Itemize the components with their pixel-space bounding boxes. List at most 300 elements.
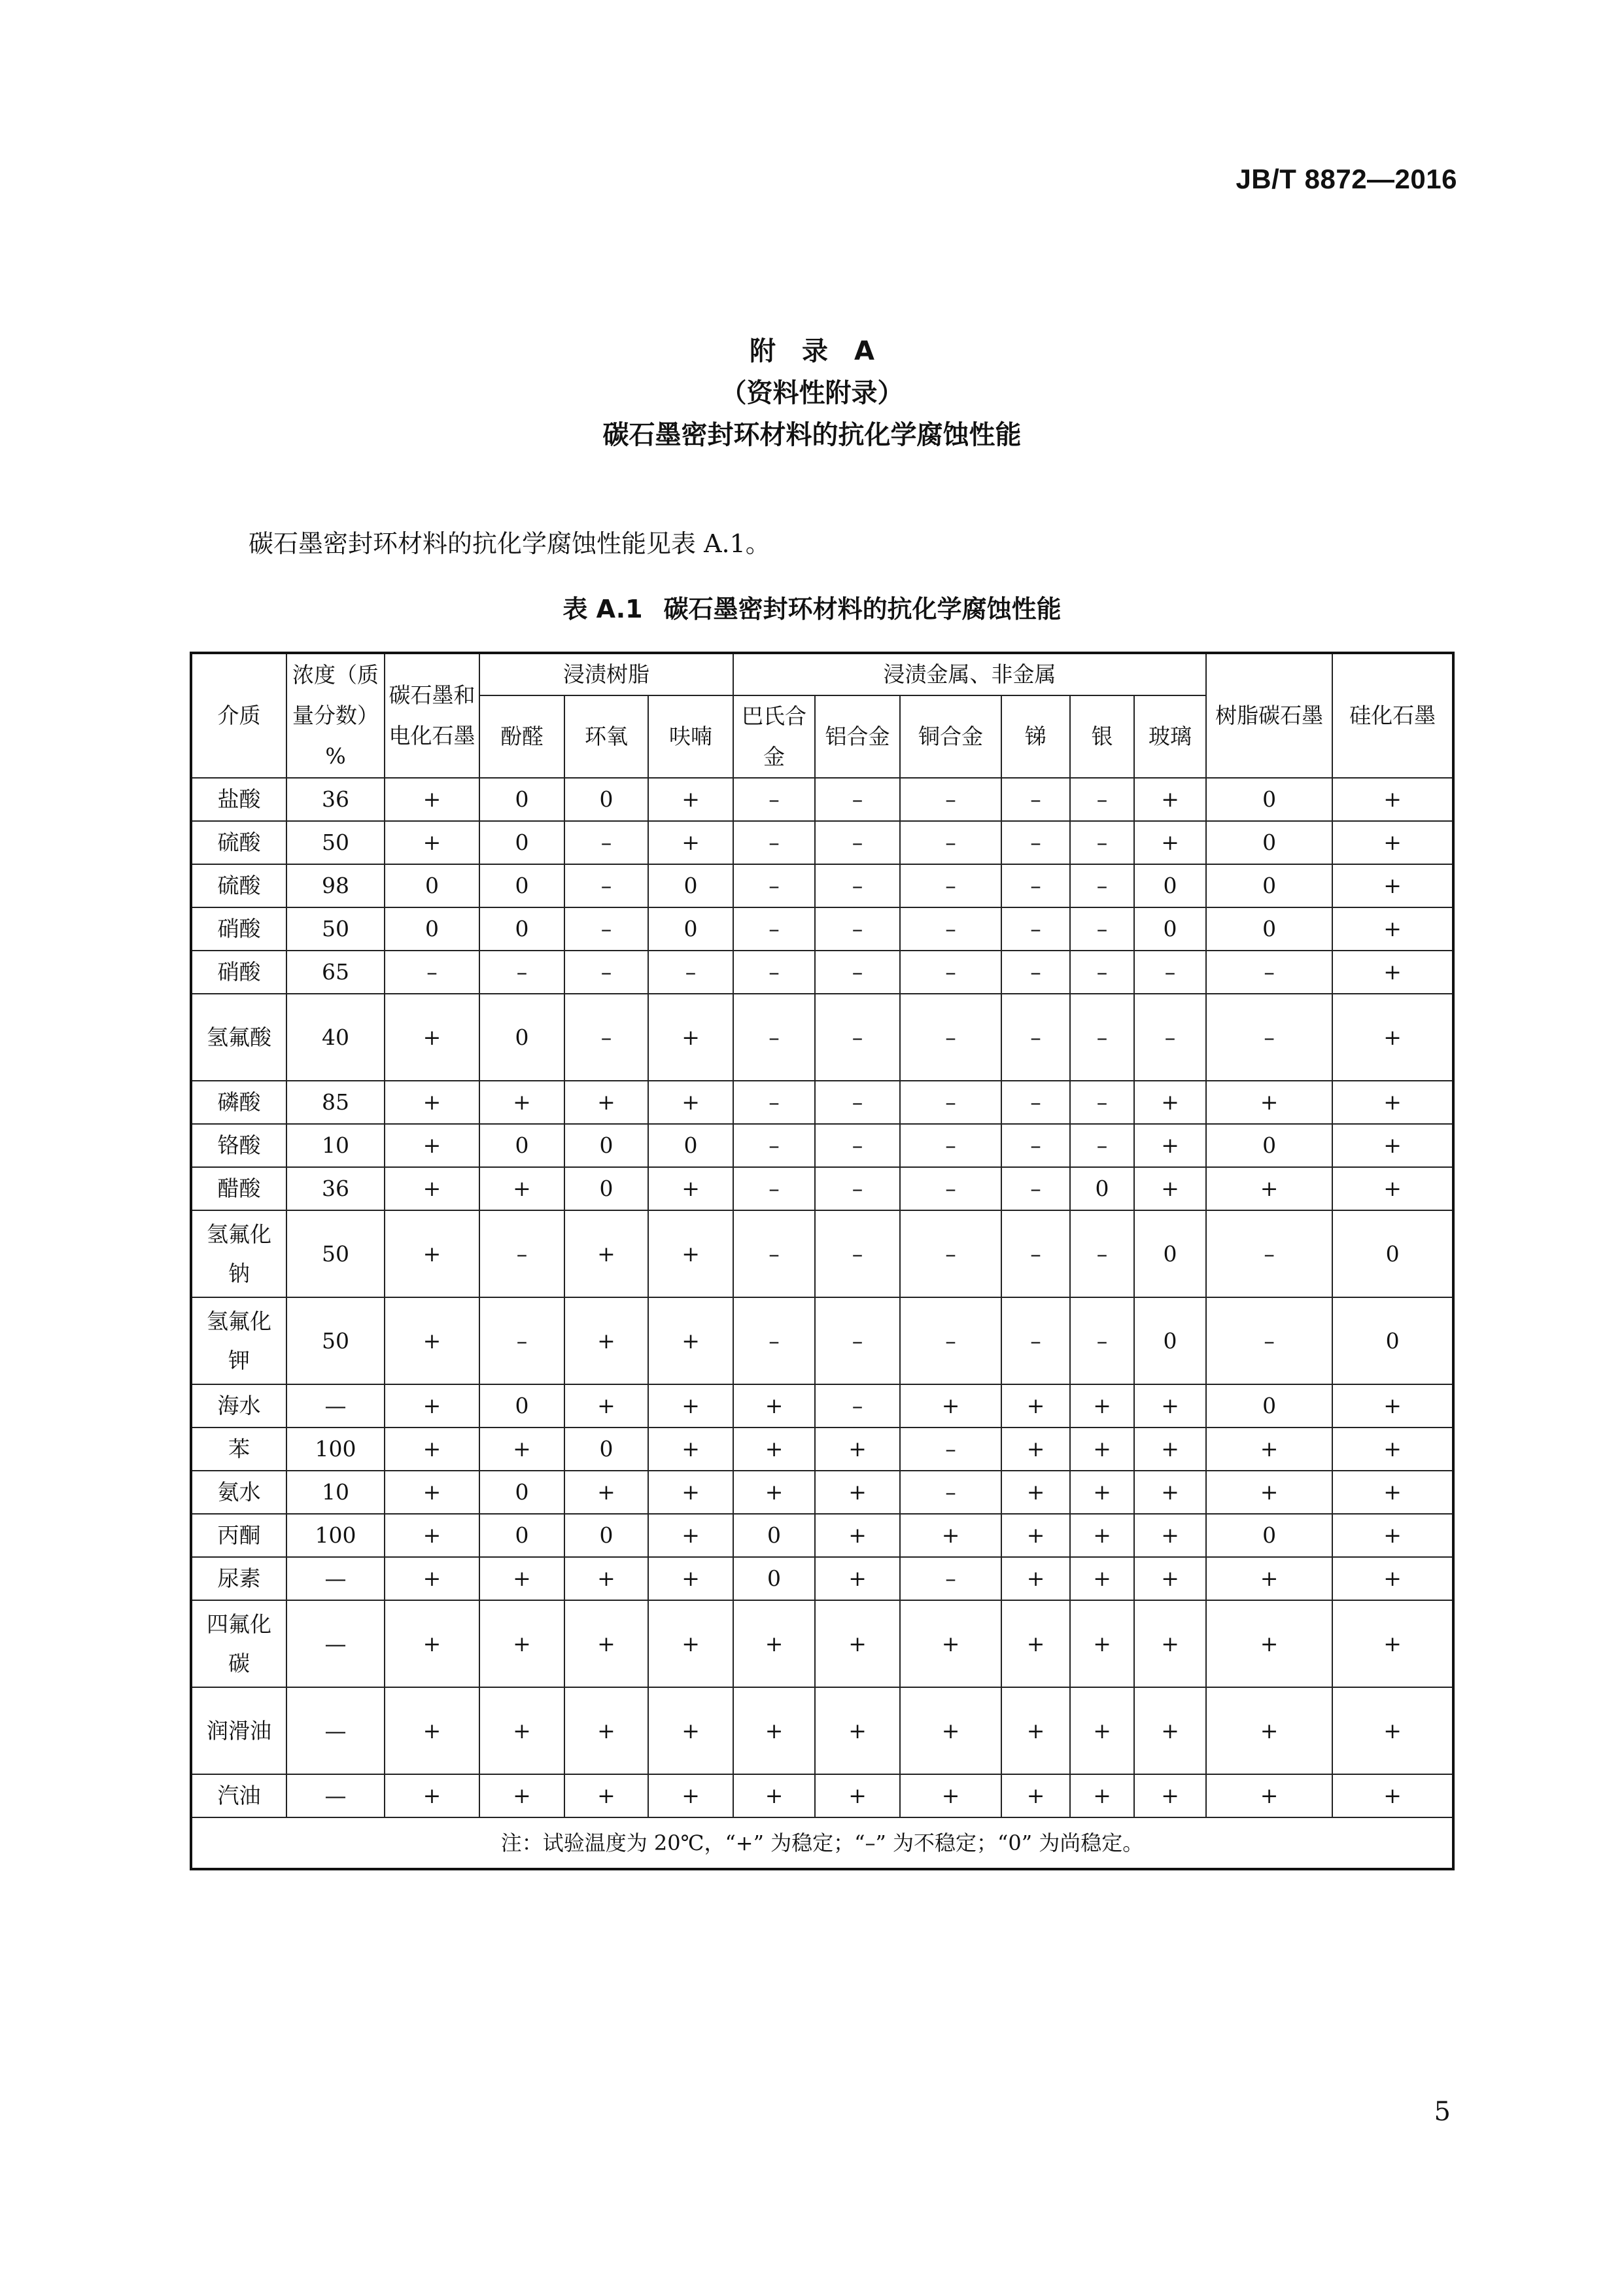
cell-rating: + xyxy=(900,1514,1001,1557)
cell-rating: + xyxy=(385,1600,479,1687)
cell-concentration: — xyxy=(286,1774,385,1817)
table-row xyxy=(191,951,1453,994)
cell-medium: 磷酸 xyxy=(191,1081,286,1124)
cell-rating: + xyxy=(648,778,733,821)
cell-rating: – xyxy=(815,864,900,907)
cell-medium: 润滑油 xyxy=(191,1687,286,1774)
cell-rating: – xyxy=(733,951,815,994)
cell-rating: + xyxy=(1332,864,1453,907)
cell-rating: + xyxy=(564,1210,648,1297)
cell-rating: – xyxy=(900,1124,1001,1167)
cell-rating: – xyxy=(900,1297,1001,1384)
cell-concentration: 36 xyxy=(286,1167,385,1210)
cell-rating: + xyxy=(564,1471,648,1514)
cell-rating: 0 xyxy=(1332,1210,1453,1297)
cell-rating: + xyxy=(1134,1687,1206,1774)
cell-rating: + xyxy=(385,1774,479,1817)
cell-rating: – xyxy=(1001,1124,1070,1167)
cell-rating: + xyxy=(1070,1687,1134,1774)
cell-rating: + xyxy=(1332,1384,1453,1428)
cell-rating: + xyxy=(1332,951,1453,994)
cell-rating: + xyxy=(900,1774,1001,1817)
cell-rating: + xyxy=(733,1471,815,1514)
cell-rating: + xyxy=(385,1384,479,1428)
cell-rating: – xyxy=(1070,951,1134,994)
table-row xyxy=(191,907,1453,951)
table-row xyxy=(191,994,1453,1081)
standard-code: JB/T 8872—2016 xyxy=(1235,164,1457,194)
cell-medium: 氢氟化钠 xyxy=(191,1210,286,1297)
cell-rating: + xyxy=(1134,1557,1206,1600)
cell-rating: – xyxy=(900,864,1001,907)
cell-rating: + xyxy=(648,1687,733,1774)
table-caption-title: 碳石墨密封环材料的抗化学腐蚀性能 xyxy=(663,595,1062,623)
table-caption-id: 表 A.1 xyxy=(562,595,643,623)
cell-rating: – xyxy=(733,1081,815,1124)
cell-rating: – xyxy=(1070,1081,1134,1124)
cell-rating: + xyxy=(385,1471,479,1514)
cell-rating: + xyxy=(733,1687,815,1774)
cell-rating: + xyxy=(1206,1081,1332,1124)
table-row xyxy=(191,1210,1453,1297)
header-metal-group: 浸渍金属、非金属 xyxy=(733,653,1206,695)
cell-rating: + xyxy=(1332,1471,1453,1514)
cell-rating: + xyxy=(1001,1687,1070,1774)
cell-rating: + xyxy=(1332,907,1453,951)
cell-medium: 盐酸 xyxy=(191,778,286,821)
cell-rating: + xyxy=(648,1081,733,1124)
cell-rating: 0 xyxy=(479,994,564,1081)
cell-concentration: 100 xyxy=(286,1428,385,1471)
cell-rating: + xyxy=(385,1297,479,1384)
cell-rating: + xyxy=(648,821,733,864)
cell-rating: + xyxy=(1332,778,1453,821)
cell-rating: + xyxy=(385,778,479,821)
cell-rating: – xyxy=(815,778,900,821)
cell-rating: – xyxy=(1070,1124,1134,1167)
cell-rating: + xyxy=(1134,1167,1206,1210)
cell-rating: – xyxy=(1001,778,1070,821)
table-row xyxy=(191,1600,1453,1687)
cell-rating: 0 xyxy=(1134,907,1206,951)
cell-rating: + xyxy=(1332,1124,1453,1167)
cell-rating: + xyxy=(1134,1514,1206,1557)
cell-medium: 汽油 xyxy=(191,1774,286,1817)
cell-rating: – xyxy=(1206,1210,1332,1297)
cell-rating: + xyxy=(1134,1428,1206,1471)
cell-rating: + xyxy=(1001,1514,1070,1557)
cell-medium: 硫酸 xyxy=(191,864,286,907)
header-furan: 呋喃 xyxy=(648,695,733,778)
cell-rating: + xyxy=(1070,1471,1134,1514)
cell-rating: 0 xyxy=(1206,1514,1332,1557)
cell-concentration: 50 xyxy=(286,907,385,951)
cell-rating: – xyxy=(479,1297,564,1384)
cell-rating: 0 xyxy=(564,1514,648,1557)
page-number: 5 xyxy=(1434,2097,1451,2127)
cell-medium: 氢氟酸 xyxy=(191,994,286,1081)
table-row xyxy=(191,1774,1453,1817)
cell-rating: – xyxy=(648,951,733,994)
cell-rating: + xyxy=(1332,1167,1453,1210)
cell-rating: – xyxy=(733,1167,815,1210)
header-aluminum-alloy: 铝合金 xyxy=(815,695,900,778)
cell-medium: 硝酸 xyxy=(191,951,286,994)
header-medium: 介质 xyxy=(191,653,286,778)
cell-concentration: 65 xyxy=(286,951,385,994)
cell-rating: – xyxy=(1206,1297,1332,1384)
cell-rating: 0 xyxy=(479,778,564,821)
cell-rating: – xyxy=(1001,821,1070,864)
cell-rating: + xyxy=(479,1687,564,1774)
cell-rating: – xyxy=(900,1557,1001,1600)
cell-rating: 0 xyxy=(733,1557,815,1600)
cell-rating: 0 xyxy=(479,1124,564,1167)
cell-rating: + xyxy=(564,1557,648,1600)
cell-rating: – xyxy=(815,1167,900,1210)
table-caption xyxy=(0,589,1624,625)
cell-rating: – xyxy=(1070,778,1134,821)
cell-rating: + xyxy=(815,1557,900,1600)
cell-concentration: 85 xyxy=(286,1081,385,1124)
cell-concentration: — xyxy=(286,1600,385,1687)
cell-rating: + xyxy=(815,1428,900,1471)
appendix-label: 附 录 A xyxy=(750,336,874,366)
cell-rating: – xyxy=(815,907,900,951)
cell-rating: – xyxy=(900,821,1001,864)
cell-rating: – xyxy=(900,951,1001,994)
cell-rating: 0 xyxy=(479,821,564,864)
cell-rating: 0 xyxy=(479,864,564,907)
cell-rating: 0 xyxy=(385,864,479,907)
cell-rating: + xyxy=(385,1167,479,1210)
cell-rating: + xyxy=(1001,1774,1070,1817)
cell-rating: 0 xyxy=(479,1471,564,1514)
cell-rating: + xyxy=(1001,1600,1070,1687)
cell-rating: – xyxy=(1070,1210,1134,1297)
cell-rating: – xyxy=(815,951,900,994)
cell-rating: 0 xyxy=(1332,1297,1453,1384)
cell-concentration: 10 xyxy=(286,1124,385,1167)
cell-rating: + xyxy=(648,994,733,1081)
cell-rating: – xyxy=(900,1471,1001,1514)
cell-rating: – xyxy=(733,864,815,907)
cell-rating: + xyxy=(564,1600,648,1687)
cell-rating: 0 xyxy=(1206,821,1332,864)
cell-rating: + xyxy=(1134,1774,1206,1817)
cell-rating: + xyxy=(1332,1600,1453,1687)
cell-medium: 丙酮 xyxy=(191,1514,286,1557)
cell-rating: + xyxy=(1332,1774,1453,1817)
cell-rating: + xyxy=(648,1167,733,1210)
header-resin-carbon: 树脂碳石墨 xyxy=(1206,653,1332,778)
cell-rating: 0 xyxy=(1134,1210,1206,1297)
cell-rating: + xyxy=(648,1774,733,1817)
cell-rating: 0 xyxy=(564,1428,648,1471)
cell-rating: 0 xyxy=(1134,1297,1206,1384)
appendix-title: 碳石墨密封环材料的抗化学腐蚀性能 xyxy=(602,420,1022,450)
cell-rating: + xyxy=(385,1428,479,1471)
cell-medium: 氢氟化钾 xyxy=(191,1297,286,1384)
cell-rating: 0 xyxy=(1206,1124,1332,1167)
header-glass: 玻璃 xyxy=(1134,695,1206,778)
cell-rating: 0 xyxy=(1206,778,1332,821)
cell-rating: + xyxy=(1070,1774,1134,1817)
header-carbon-graphite: 碳石墨和电化石墨 xyxy=(385,653,479,778)
cell-rating: – xyxy=(1001,1167,1070,1210)
cell-rating: + xyxy=(815,1600,900,1687)
cell-medium: 四氟化碳 xyxy=(191,1600,286,1687)
cell-medium: 铬酸 xyxy=(191,1124,286,1167)
cell-rating: – xyxy=(900,778,1001,821)
header-silver: 银 xyxy=(1070,695,1134,778)
header-resin-group: 浸渍树脂 xyxy=(479,653,733,695)
cell-rating: + xyxy=(1001,1428,1070,1471)
cell-rating: – xyxy=(815,994,900,1081)
cell-rating: – xyxy=(385,951,479,994)
cell-rating: + xyxy=(1206,1774,1332,1817)
cell-rating: 0 xyxy=(1206,1384,1332,1428)
cell-rating: + xyxy=(1134,1384,1206,1428)
cell-rating: 0 xyxy=(479,1384,564,1428)
appendix-title-block xyxy=(0,330,1624,456)
cell-rating: + xyxy=(1134,1471,1206,1514)
cell-rating: – xyxy=(733,994,815,1081)
header-silicon-graphite: 硅化石墨 xyxy=(1332,653,1453,778)
header-babbitt: 巴氏合金 xyxy=(733,695,815,778)
cell-rating: – xyxy=(1001,864,1070,907)
cell-concentration: 50 xyxy=(286,1210,385,1297)
cell-rating: + xyxy=(1134,1124,1206,1167)
cell-rating: 0 xyxy=(1206,907,1332,951)
cell-rating: – xyxy=(1001,1081,1070,1124)
cell-rating: + xyxy=(900,1687,1001,1774)
cell-rating: – xyxy=(1001,951,1070,994)
cell-rating: + xyxy=(1206,1167,1332,1210)
cell-rating: – xyxy=(1001,1210,1070,1297)
cell-rating: – xyxy=(900,1167,1001,1210)
cell-rating: 0 xyxy=(648,864,733,907)
cell-rating: + xyxy=(1206,1557,1332,1600)
table-row xyxy=(191,1514,1453,1557)
cell-rating: – xyxy=(564,951,648,994)
cell-rating: – xyxy=(1001,907,1070,951)
header-copper-alloy: 铜合金 xyxy=(900,695,1001,778)
cell-rating: + xyxy=(648,1471,733,1514)
header-phenolic: 酚醛 xyxy=(479,695,564,778)
cell-concentration: 36 xyxy=(286,778,385,821)
cell-rating: + xyxy=(1001,1557,1070,1600)
cell-concentration: 50 xyxy=(286,821,385,864)
cell-rating: + xyxy=(479,1774,564,1817)
cell-rating: – xyxy=(479,951,564,994)
cell-rating: – xyxy=(1206,951,1332,994)
table-row xyxy=(191,1557,1453,1600)
cell-rating: – xyxy=(564,821,648,864)
cell-rating: – xyxy=(733,1124,815,1167)
cell-concentration: 40 xyxy=(286,994,385,1081)
cell-rating: + xyxy=(900,1600,1001,1687)
cell-rating: + xyxy=(733,1774,815,1817)
cell-rating: + xyxy=(1332,821,1453,864)
cell-rating: – xyxy=(1070,994,1134,1081)
table-row xyxy=(191,864,1453,907)
intro-paragraph: 碳石墨密封环材料的抗化学腐蚀性能见表 A.1。 xyxy=(249,529,770,558)
cell-rating: + xyxy=(564,1297,648,1384)
cell-concentration: 50 xyxy=(286,1297,385,1384)
corrosion-resistance-table xyxy=(190,652,1455,1870)
cell-rating: – xyxy=(1070,1297,1134,1384)
cell-rating: 0 xyxy=(564,1124,648,1167)
cell-medium: 尿素 xyxy=(191,1557,286,1600)
cell-rating: – xyxy=(815,1081,900,1124)
table-row xyxy=(191,1687,1453,1774)
cell-rating: – xyxy=(900,994,1001,1081)
cell-rating: + xyxy=(733,1428,815,1471)
cell-medium: 海水 xyxy=(191,1384,286,1428)
cell-rating: + xyxy=(479,1428,564,1471)
cell-rating: 0 xyxy=(479,907,564,951)
cell-rating: + xyxy=(1134,821,1206,864)
cell-rating: – xyxy=(900,1428,1001,1471)
cell-rating: + xyxy=(1332,1081,1453,1124)
cell-rating: – xyxy=(733,1210,815,1297)
cell-rating: + xyxy=(1001,1384,1070,1428)
cell-concentration: 100 xyxy=(286,1514,385,1557)
table-body xyxy=(191,778,1453,1817)
cell-rating: + xyxy=(1134,778,1206,821)
table-row xyxy=(191,821,1453,864)
header-antimony: 锑 xyxy=(1001,695,1070,778)
cell-rating: + xyxy=(648,1384,733,1428)
cell-rating: + xyxy=(479,1557,564,1600)
cell-rating: + xyxy=(733,1384,815,1428)
cell-rating: – xyxy=(815,1210,900,1297)
cell-concentration: — xyxy=(286,1384,385,1428)
cell-rating: – xyxy=(733,907,815,951)
cell-rating: + xyxy=(385,821,479,864)
cell-rating: – xyxy=(564,907,648,951)
cell-rating: + xyxy=(479,1600,564,1687)
cell-rating: + xyxy=(479,1167,564,1210)
cell-rating: 0 xyxy=(1206,864,1332,907)
cell-rating: + xyxy=(815,1471,900,1514)
cell-rating: 0 xyxy=(479,1514,564,1557)
table-row xyxy=(191,1384,1453,1428)
cell-concentration: — xyxy=(286,1557,385,1600)
cell-rating: + xyxy=(385,994,479,1081)
cell-rating: – xyxy=(900,907,1001,951)
cell-rating: + xyxy=(815,1687,900,1774)
cell-rating: – xyxy=(1134,951,1206,994)
cell-rating: + xyxy=(1206,1428,1332,1471)
cell-concentration: 98 xyxy=(286,864,385,907)
cell-rating: + xyxy=(1070,1514,1134,1557)
cell-rating: + xyxy=(648,1600,733,1687)
cell-rating: + xyxy=(1206,1471,1332,1514)
cell-rating: + xyxy=(564,1384,648,1428)
cell-rating: + xyxy=(648,1297,733,1384)
table-row xyxy=(191,1167,1453,1210)
cell-rating: + xyxy=(385,1124,479,1167)
cell-rating: 0 xyxy=(385,907,479,951)
cell-rating: – xyxy=(1001,1297,1070,1384)
cell-rating: 0 xyxy=(1070,1167,1134,1210)
cell-rating: – xyxy=(900,1081,1001,1124)
cell-rating: + xyxy=(815,1514,900,1557)
cell-rating: + xyxy=(1332,1557,1453,1600)
cell-rating: 0 xyxy=(1134,864,1206,907)
header-epoxy: 环氧 xyxy=(564,695,648,778)
cell-rating: + xyxy=(1134,1600,1206,1687)
cell-rating: + xyxy=(385,1514,479,1557)
cell-rating: + xyxy=(648,1210,733,1297)
table-row xyxy=(191,1124,1453,1167)
cell-rating: + xyxy=(564,1081,648,1124)
cell-rating: + xyxy=(1332,1428,1453,1471)
cell-rating: + xyxy=(1134,1081,1206,1124)
cell-rating: – xyxy=(733,778,815,821)
cell-rating: 0 xyxy=(564,778,648,821)
cell-rating: + xyxy=(733,1600,815,1687)
cell-rating: + xyxy=(479,1081,564,1124)
cell-rating: – xyxy=(815,821,900,864)
header-concentration: 浓度（质量分数）% xyxy=(286,653,385,778)
cell-rating: + xyxy=(1206,1600,1332,1687)
cell-rating: + xyxy=(385,1557,479,1600)
cell-rating: + xyxy=(1070,1557,1134,1600)
cell-rating: + xyxy=(1332,994,1453,1081)
cell-rating: + xyxy=(385,1081,479,1124)
table-row xyxy=(191,778,1453,821)
cell-rating: + xyxy=(1070,1428,1134,1471)
cell-rating: + xyxy=(648,1514,733,1557)
cell-medium: 硫酸 xyxy=(191,821,286,864)
cell-concentration: 10 xyxy=(286,1471,385,1514)
cell-rating: + xyxy=(648,1557,733,1600)
cell-rating: – xyxy=(733,1297,815,1384)
cell-rating: 0 xyxy=(648,1124,733,1167)
table-row xyxy=(191,1471,1453,1514)
cell-rating: – xyxy=(564,994,648,1081)
cell-rating: – xyxy=(815,1384,900,1428)
cell-rating: – xyxy=(733,821,815,864)
cell-rating: + xyxy=(385,1687,479,1774)
cell-medium: 氨水 xyxy=(191,1471,286,1514)
cell-rating: + xyxy=(564,1774,648,1817)
cell-rating: + xyxy=(564,1687,648,1774)
cell-rating: – xyxy=(900,1210,1001,1297)
cell-rating: – xyxy=(815,1297,900,1384)
cell-rating: 0 xyxy=(648,907,733,951)
cell-rating: – xyxy=(1070,821,1134,864)
cell-rating: – xyxy=(1134,994,1206,1081)
cell-rating: – xyxy=(1206,994,1332,1081)
cell-rating: + xyxy=(815,1774,900,1817)
cell-rating: – xyxy=(1070,907,1134,951)
cell-rating: 0 xyxy=(564,1167,648,1210)
cell-rating: – xyxy=(564,864,648,907)
table-note: 注：试验温度为 20℃，“+” 为稳定；“–” 为不稳定；“0” 为尚稳定。 xyxy=(191,1817,1453,1869)
cell-rating: 0 xyxy=(733,1514,815,1557)
cell-concentration: — xyxy=(286,1687,385,1774)
cell-rating: + xyxy=(1332,1514,1453,1557)
table-row xyxy=(191,1297,1453,1384)
cell-rating: + xyxy=(1070,1384,1134,1428)
cell-rating: – xyxy=(1001,994,1070,1081)
table-row xyxy=(191,1081,1453,1124)
cell-rating: + xyxy=(385,1210,479,1297)
